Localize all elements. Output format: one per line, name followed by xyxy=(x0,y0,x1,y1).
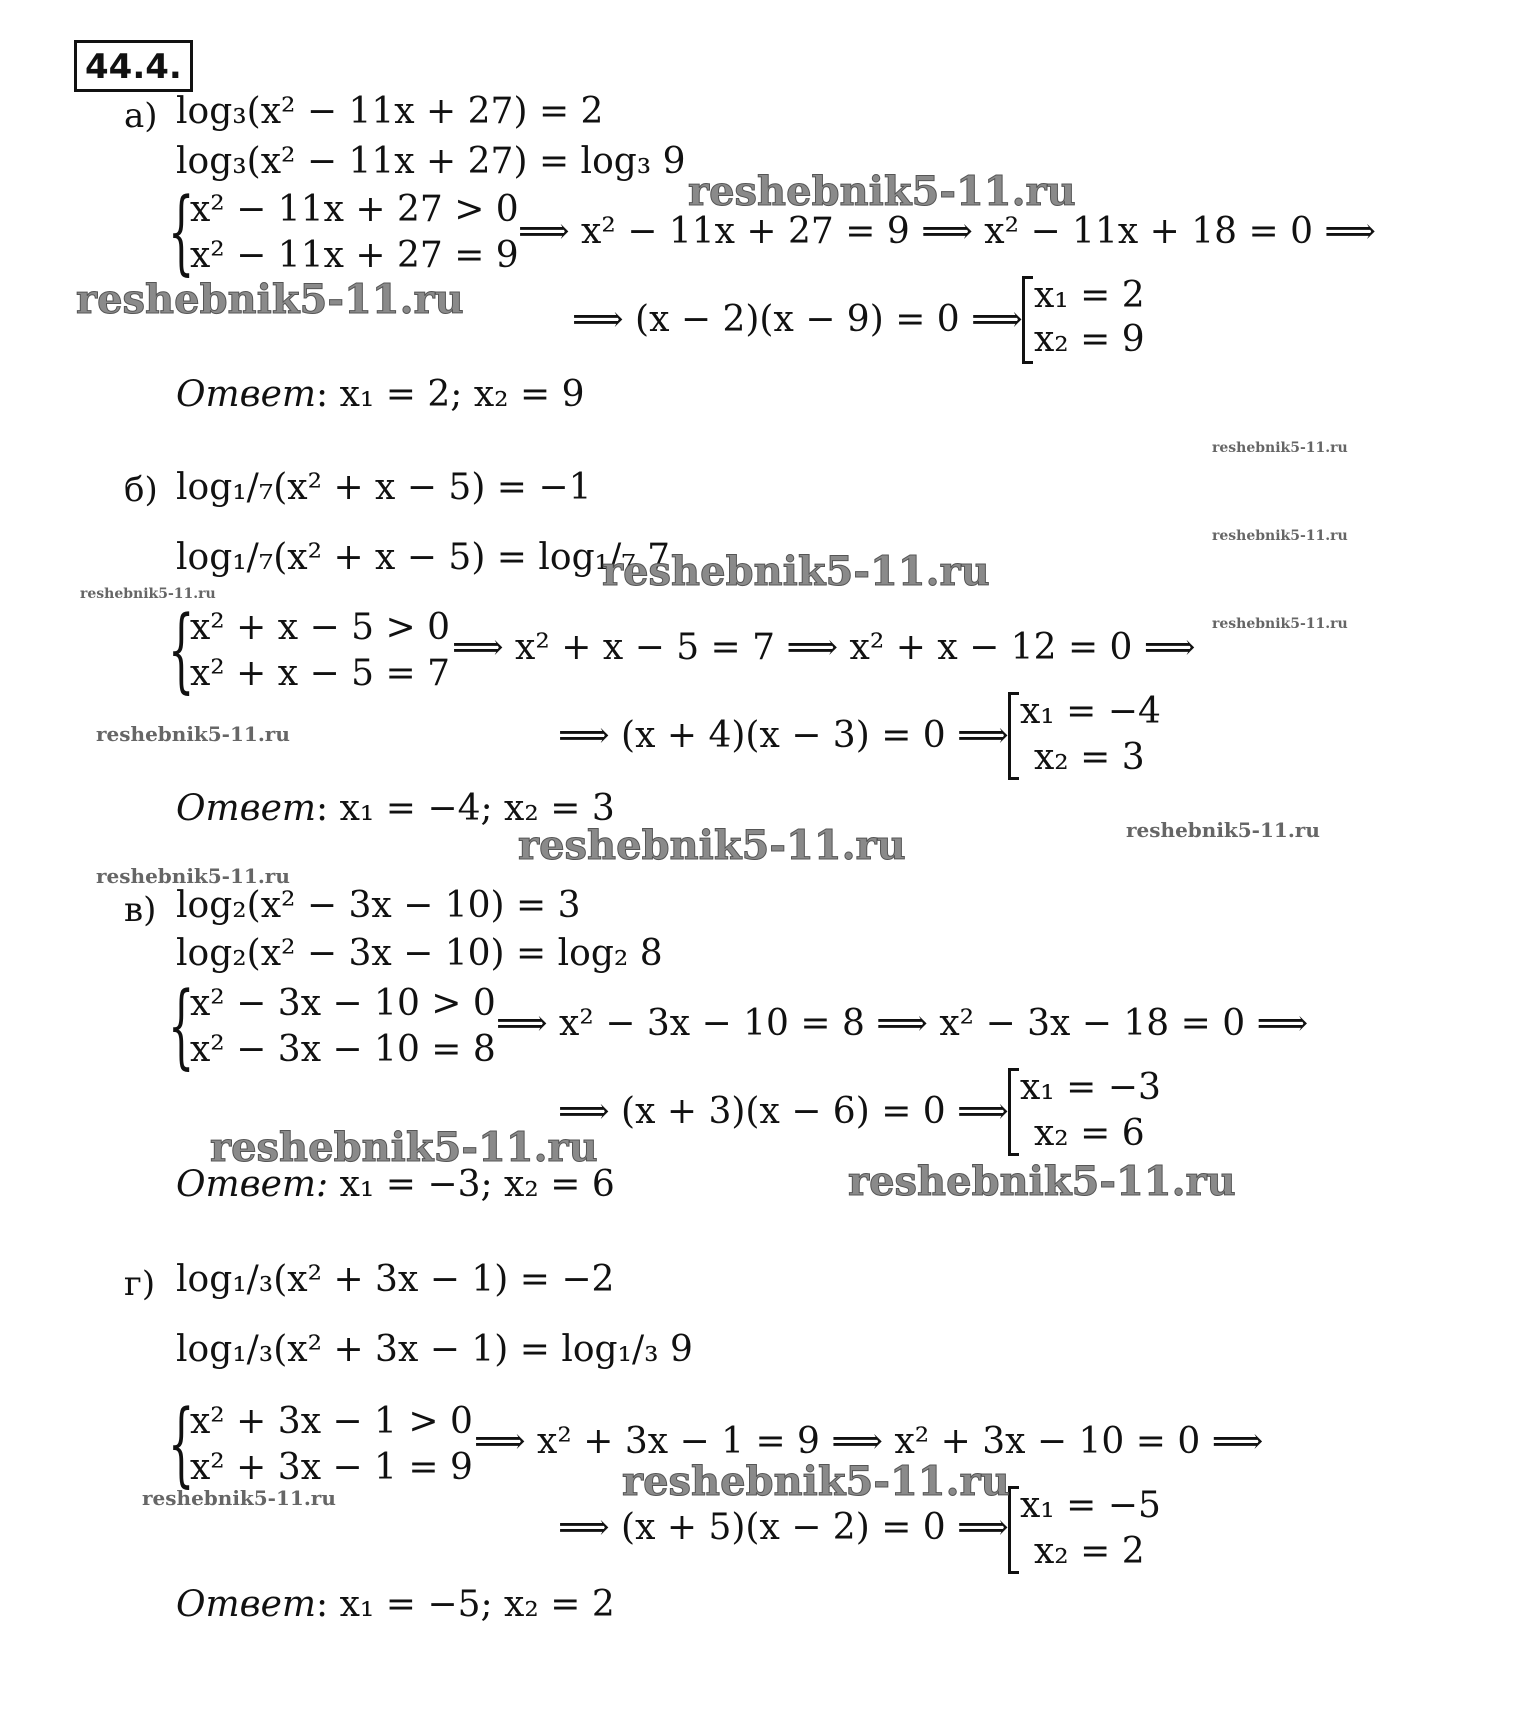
part-b-roots-bracket xyxy=(1008,692,1019,780)
watermark: reshebnik5-11.ru xyxy=(1212,440,1348,456)
part-b-equation: log₁/₇(x² + x − 5) = −1 xyxy=(176,467,592,508)
part-v-roots-bracket xyxy=(1008,1068,1019,1156)
part-a-system-line1: x² − 11x + 27 > 0 xyxy=(190,189,519,230)
part-g-system-brace: { xyxy=(168,1390,195,1497)
part-g-answer-value: : x₁ = −5; x₂ = 2 xyxy=(316,1584,615,1625)
part-g-rewrite: log₁/₃(x² + 3x − 1) = log₁/₃ 9 xyxy=(176,1329,693,1370)
part-g-chain: ⟹ x² + 3x − 1 = 9 ⟹ x² + 3x − 10 = 0 ⟹ xyxy=(474,1421,1264,1462)
part-g-system-line2: x² + 3x − 1 = 9 xyxy=(190,1447,473,1488)
part-a-system-brace: { xyxy=(168,178,195,285)
part-a-chain: ⟹ x² − 11x + 27 = 9 ⟹ x² − 11x + 18 = 0 ⟹ xyxy=(518,211,1377,252)
part-g-answer-word: Ответ xyxy=(176,1584,317,1625)
part-a-answer xyxy=(176,374,585,415)
part-v-chain: ⟹ x² − 3x − 10 = 8 ⟹ x² − 3x − 18 = 0 ⟹ xyxy=(496,1003,1309,1044)
watermark: reshebnik5-11.ru xyxy=(142,1486,336,1510)
part-v-answer-value: x₁ = −3; x₂ = 6 xyxy=(328,1164,615,1205)
part-a-factor: ⟹ (x − 2)(x − 9) = 0 ⟹ xyxy=(572,299,1023,340)
part-v-rewrite: log₂(x² − 3x − 10) = log₂ 8 xyxy=(176,933,663,974)
part-b-factor: ⟹ (x + 4)(x − 3) = 0 ⟹ xyxy=(558,715,1009,756)
watermark: reshebnik5-11.ru xyxy=(96,722,290,746)
watermark: reshebnik5-11.ru xyxy=(1126,818,1320,842)
part-g-answer xyxy=(176,1584,615,1625)
part-b-system-brace: { xyxy=(168,596,195,703)
part-v-answer-word: Ответ: xyxy=(176,1164,329,1205)
part-b-chain: ⟹ x² + x − 5 = 7 ⟹ x² + x − 12 = 0 ⟹ xyxy=(452,627,1196,668)
part-a-equation: log₃(x² − 11x + 27) = 2 xyxy=(176,91,604,132)
part-a-rewrite: log₃(x² − 11x + 27) = log₃ 9 xyxy=(176,141,686,182)
part-b-system-line2: x² + x − 5 = 7 xyxy=(190,653,450,694)
watermark: reshebnik5-11.ru xyxy=(602,548,990,595)
part-g-system-line1: x² + 3x − 1 > 0 xyxy=(190,1401,473,1442)
part-v-equation: log₂(x² − 3x − 10) = 3 xyxy=(176,885,581,926)
part-g-factor: ⟹ (x + 5)(x − 2) = 0 ⟹ xyxy=(558,1507,1009,1548)
part-a-answer-word: Ответ xyxy=(176,374,317,415)
part-v-root2: x₂ = 6 xyxy=(1034,1113,1145,1154)
part-v-root1: x₁ = −3 xyxy=(1020,1067,1161,1108)
part-v-label: в) xyxy=(124,890,157,930)
part-a-roots-bracket xyxy=(1022,276,1033,364)
watermark: reshebnik5-11.ru xyxy=(1212,528,1348,544)
part-a-label: а) xyxy=(124,96,158,136)
part-v-system-line1: x² − 3x − 10 > 0 xyxy=(190,983,496,1024)
part-b-system-line1: x² + x − 5 > 0 xyxy=(190,607,450,648)
part-g-root1: x₁ = −5 xyxy=(1020,1485,1161,1526)
watermark: reshebnik5-11.ru xyxy=(622,1458,1010,1505)
watermark: reshebnik5-11.ru xyxy=(76,276,464,323)
watermark: reshebnik5-11.ru xyxy=(1212,616,1348,632)
part-a-answer-value: : x₁ = 2; x₂ = 9 xyxy=(316,374,585,415)
part-g-equation: log₁/₃(x² + 3x − 1) = −2 xyxy=(176,1259,615,1300)
watermark: reshebnik5-11.ru xyxy=(210,1124,598,1171)
problem-number: 44.4. xyxy=(74,40,193,92)
part-a-root2: x₂ = 9 xyxy=(1034,319,1145,360)
part-a-root1: x₁ = 2 xyxy=(1034,275,1145,316)
part-b-answer-value: : x₁ = −4; x₂ = 3 xyxy=(316,788,615,829)
part-v-system-brace: { xyxy=(168,972,195,1079)
part-b-answer-word: Ответ xyxy=(176,788,317,829)
part-b-rewrite: log₁/₇(x² + x − 5) = log₁/₇ 7 xyxy=(176,537,670,578)
part-a-system-line2: x² − 11x + 27 = 9 xyxy=(190,235,519,276)
part-g-label: г) xyxy=(124,1264,156,1304)
part-g-root2: x₂ = 2 xyxy=(1034,1531,1145,1572)
watermark: reshebnik5-11.ru xyxy=(518,822,906,869)
part-b-root2: x₂ = 3 xyxy=(1034,737,1145,778)
watermark: reshebnik5-11.ru xyxy=(848,1158,1236,1205)
watermark: reshebnik5-11.ru xyxy=(80,586,216,602)
part-b-label: б) xyxy=(124,470,158,510)
watermark: reshebnik5-11.ru xyxy=(96,864,290,888)
part-v-system-line2: x² − 3x − 10 = 8 xyxy=(190,1029,496,1070)
part-b-root1: x₁ = −4 xyxy=(1020,691,1161,732)
part-v-factor: ⟹ (x + 3)(x − 6) = 0 ⟹ xyxy=(558,1091,1009,1132)
watermark: reshebnik5-11.ru xyxy=(688,168,1076,215)
